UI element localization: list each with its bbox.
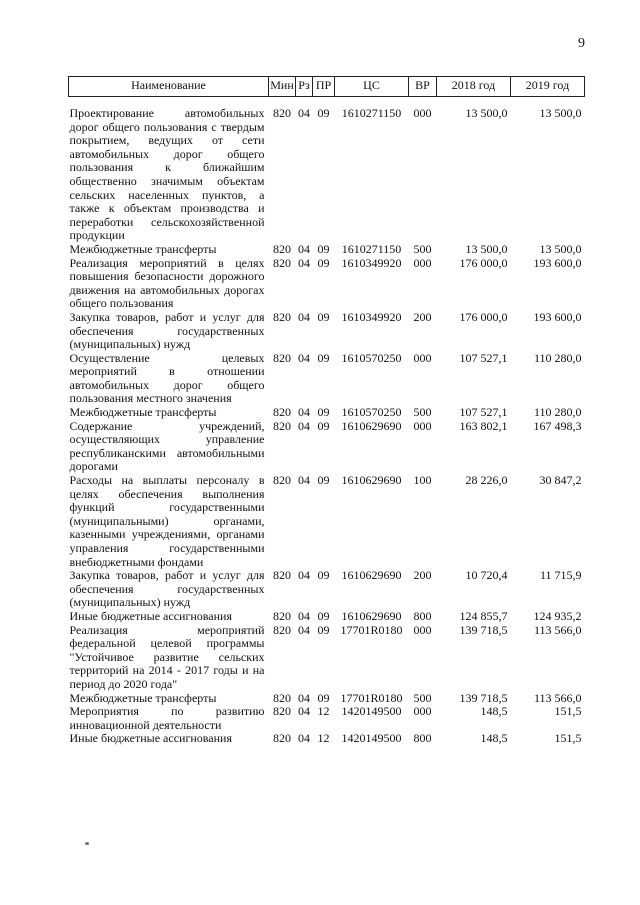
row-vr: 200 <box>413 309 432 324</box>
table-row <box>69 406 585 420</box>
row-2018: 107 527,1 <box>459 350 508 365</box>
row-2018: 163 802,1 <box>459 418 508 433</box>
row-rz: 04 <box>298 241 310 256</box>
row-cs: 17701R0180 <box>340 690 403 705</box>
row-2019: 193 600,0 <box>533 255 582 270</box>
row-rz: 04 <box>298 255 310 270</box>
row-2019: 124 935,2 <box>533 608 582 623</box>
row-2018: 10 720,4 <box>465 568 508 583</box>
row-pr: 09 <box>317 255 330 270</box>
row-cs: 1610570250 <box>341 350 402 365</box>
row-rz: 04 <box>298 622 310 637</box>
row-rz: 04 <box>298 731 310 746</box>
row-cs: 1610629690 <box>341 568 402 583</box>
row-2019: 151,5 <box>554 731 582 746</box>
row-min: 820 <box>273 255 291 270</box>
table-row <box>69 107 585 243</box>
row-min: 820 <box>273 608 291 623</box>
row-name: Межбюджетные трансферты <box>69 690 217 705</box>
row-min: 820 <box>273 690 291 705</box>
header-2018: 2018 год <box>437 77 511 97</box>
table-row <box>69 624 585 692</box>
row-vr: 000 <box>413 106 432 120</box>
row-name: Иные бюджетные ассигнования <box>69 608 232 623</box>
row-pr: 09 <box>317 418 330 433</box>
row-pr: 09 <box>317 608 330 623</box>
row-pr: 09 <box>317 473 330 488</box>
row-min: 820 <box>273 622 291 637</box>
table-row <box>69 705 585 732</box>
row-cs: 1610629690 <box>341 418 402 433</box>
row-pr: 09 <box>317 568 330 583</box>
table-row <box>69 420 585 474</box>
row-name: Закупка товаров, работ и услуг для обеспечения государственных (муниципальных) нужд <box>69 568 265 610</box>
row-name: Мероприятия по развитию инновационной деятельности <box>69 704 265 732</box>
row-2019: 11 715,9 <box>539 568 582 583</box>
row-cs: 1420149500 <box>341 704 402 719</box>
row-min: 820 <box>273 350 291 365</box>
row-pr: 09 <box>317 350 330 365</box>
row-2018: 139 718,5 <box>459 690 508 705</box>
table-row <box>69 569 585 610</box>
row-name: Реализация мероприятий федеральной целевой программы "Устойчивое развитие сельских территорий на 2014 - 2017 годы и на период до 2020 года" <box>69 622 265 691</box>
row-vr: 800 <box>413 608 432 623</box>
row-2019: 110 280,0 <box>533 350 582 365</box>
row-min: 820 <box>273 418 291 433</box>
header-name: Наименование <box>69 77 269 97</box>
row-vr: 000 <box>413 622 432 637</box>
header-vr: ВР <box>409 77 437 97</box>
row-name: Иные бюджетные ассигнования <box>69 731 232 746</box>
header-min: Мин <box>269 77 296 97</box>
row-vr: 800 <box>413 731 432 746</box>
row-vr: 500 <box>413 241 432 256</box>
row-2019: 110 280,0 <box>533 405 582 420</box>
row-2018: 124 855,7 <box>459 608 508 623</box>
row-name: Расходы на выплаты персоналу в целях обеспечения выполнения функций государственными (муниципальными) органами, казенными учреждениями, органами управления государственными внебюджетными фондами <box>69 473 265 569</box>
table-row <box>69 352 585 406</box>
row-2019: 167 498,3 <box>533 418 582 433</box>
row-2019: 113 566,0 <box>533 622 582 637</box>
row-cs: 1610629690 <box>341 473 402 488</box>
row-min: 820 <box>273 106 291 120</box>
row-2018: 139 718,5 <box>459 622 508 637</box>
header-row <box>69 77 585 97</box>
row-min: 820 <box>273 405 291 420</box>
row-cs: 1610271150 <box>341 106 402 120</box>
row-2018: 107 527,1 <box>459 405 508 420</box>
row-vr: 000 <box>413 704 432 719</box>
row-rz: 04 <box>298 690 310 705</box>
row-pr: 12 <box>317 704 330 719</box>
row-2019: 13 500,0 <box>539 106 582 120</box>
row-pr: 12 <box>317 731 330 746</box>
row-rz: 04 <box>298 473 310 488</box>
row-vr: 500 <box>413 690 432 705</box>
row-pr: 09 <box>317 405 330 420</box>
row-vr: 200 <box>413 568 432 583</box>
row-cs: 1610570250 <box>341 405 402 420</box>
table-row <box>69 243 585 257</box>
page-number: 9 <box>578 36 585 51</box>
budget-table <box>68 76 585 746</box>
row-rz: 04 <box>298 350 310 365</box>
row-2019: 151,5 <box>554 704 582 719</box>
row-name: Проектирование автомобильных дорог общего пользования с твердым покрытием, ведущих от сети автомобильных дорог общего пользования к ближайшим общественно значимым объектам сельских населенных пунктов, а также к объектам производства и переработки сельскохозяйственной продукции <box>69 106 265 243</box>
row-pr: 09 <box>317 106 330 120</box>
row-cs: 1610349920 <box>341 309 402 324</box>
table-row <box>69 311 585 352</box>
scan-speck <box>85 842 89 845</box>
row-vr: 500 <box>413 405 432 420</box>
row-vr: 000 <box>413 418 432 433</box>
row-min: 820 <box>273 473 291 488</box>
row-rz: 04 <box>298 418 310 433</box>
row-2018: 28 226,0 <box>465 473 508 488</box>
header-2019: 2019 год <box>511 77 585 97</box>
row-cs: 17701R0180 <box>340 622 403 637</box>
row-cs: 1610349920 <box>341 255 402 270</box>
row-pr: 09 <box>317 690 330 705</box>
row-name: Закупка товаров, работ и услуг для обеспечения государственных (муниципальных) нужд <box>69 309 265 352</box>
header-pr: ПР <box>313 77 335 97</box>
row-min: 820 <box>273 568 291 583</box>
row-2018: 13 500,0 <box>465 241 508 256</box>
row-cs: 1420149500 <box>341 731 402 746</box>
row-2019: 193 600,0 <box>533 309 582 324</box>
table-row <box>69 610 585 624</box>
row-2018: 13 500,0 <box>465 106 508 120</box>
row-2019: 30 847,2 <box>539 473 582 488</box>
row-rz: 04 <box>298 106 310 120</box>
row-rz: 04 <box>298 405 310 420</box>
row-name: Межбюджетные трансферты <box>69 405 217 420</box>
row-name: Реализация мероприятий в целях повышения безопасности дорожного движения на автомобильных дорогах общего пользования <box>69 255 265 311</box>
row-rz: 04 <box>298 568 310 583</box>
table-row <box>69 692 585 706</box>
row-min: 820 <box>273 309 291 324</box>
row-pr: 09 <box>317 309 330 324</box>
row-vr: 000 <box>413 350 432 365</box>
row-cs: 1610629690 <box>341 608 402 623</box>
row-pr: 09 <box>317 241 330 256</box>
table-row <box>69 257 585 311</box>
row-2018: 176 000,0 <box>459 255 508 270</box>
row-rz: 04 <box>298 704 310 719</box>
row-2019: 13 500,0 <box>539 241 582 256</box>
row-pr: 09 <box>317 622 330 637</box>
table-row <box>69 474 585 569</box>
row-min: 820 <box>273 731 291 746</box>
row-rz: 04 <box>298 608 310 623</box>
row-2019: 113 566,0 <box>533 690 582 705</box>
row-2018: 176 000,0 <box>459 309 508 324</box>
row-name: Содержание учреждений, осуществляющих управление республиканскими автомобильными дорогами <box>69 418 265 474</box>
header-cs: ЦС <box>335 77 409 97</box>
row-name: Межбюджетные трансферты <box>69 241 217 256</box>
row-vr: 100 <box>413 473 432 488</box>
table-row <box>69 732 585 746</box>
row-vr: 000 <box>413 255 432 270</box>
header-rz: Рз <box>296 77 313 97</box>
row-cs: 1610271150 <box>341 241 402 256</box>
row-2018: 148,5 <box>480 704 508 719</box>
row-name: Осуществление целевых мероприятий в отношении автомобильных дорог общего пользования местного значения <box>69 350 265 406</box>
row-rz: 04 <box>298 309 310 324</box>
row-2018: 148,5 <box>480 731 508 746</box>
row-min: 820 <box>273 704 291 719</box>
row-min: 820 <box>273 241 291 256</box>
